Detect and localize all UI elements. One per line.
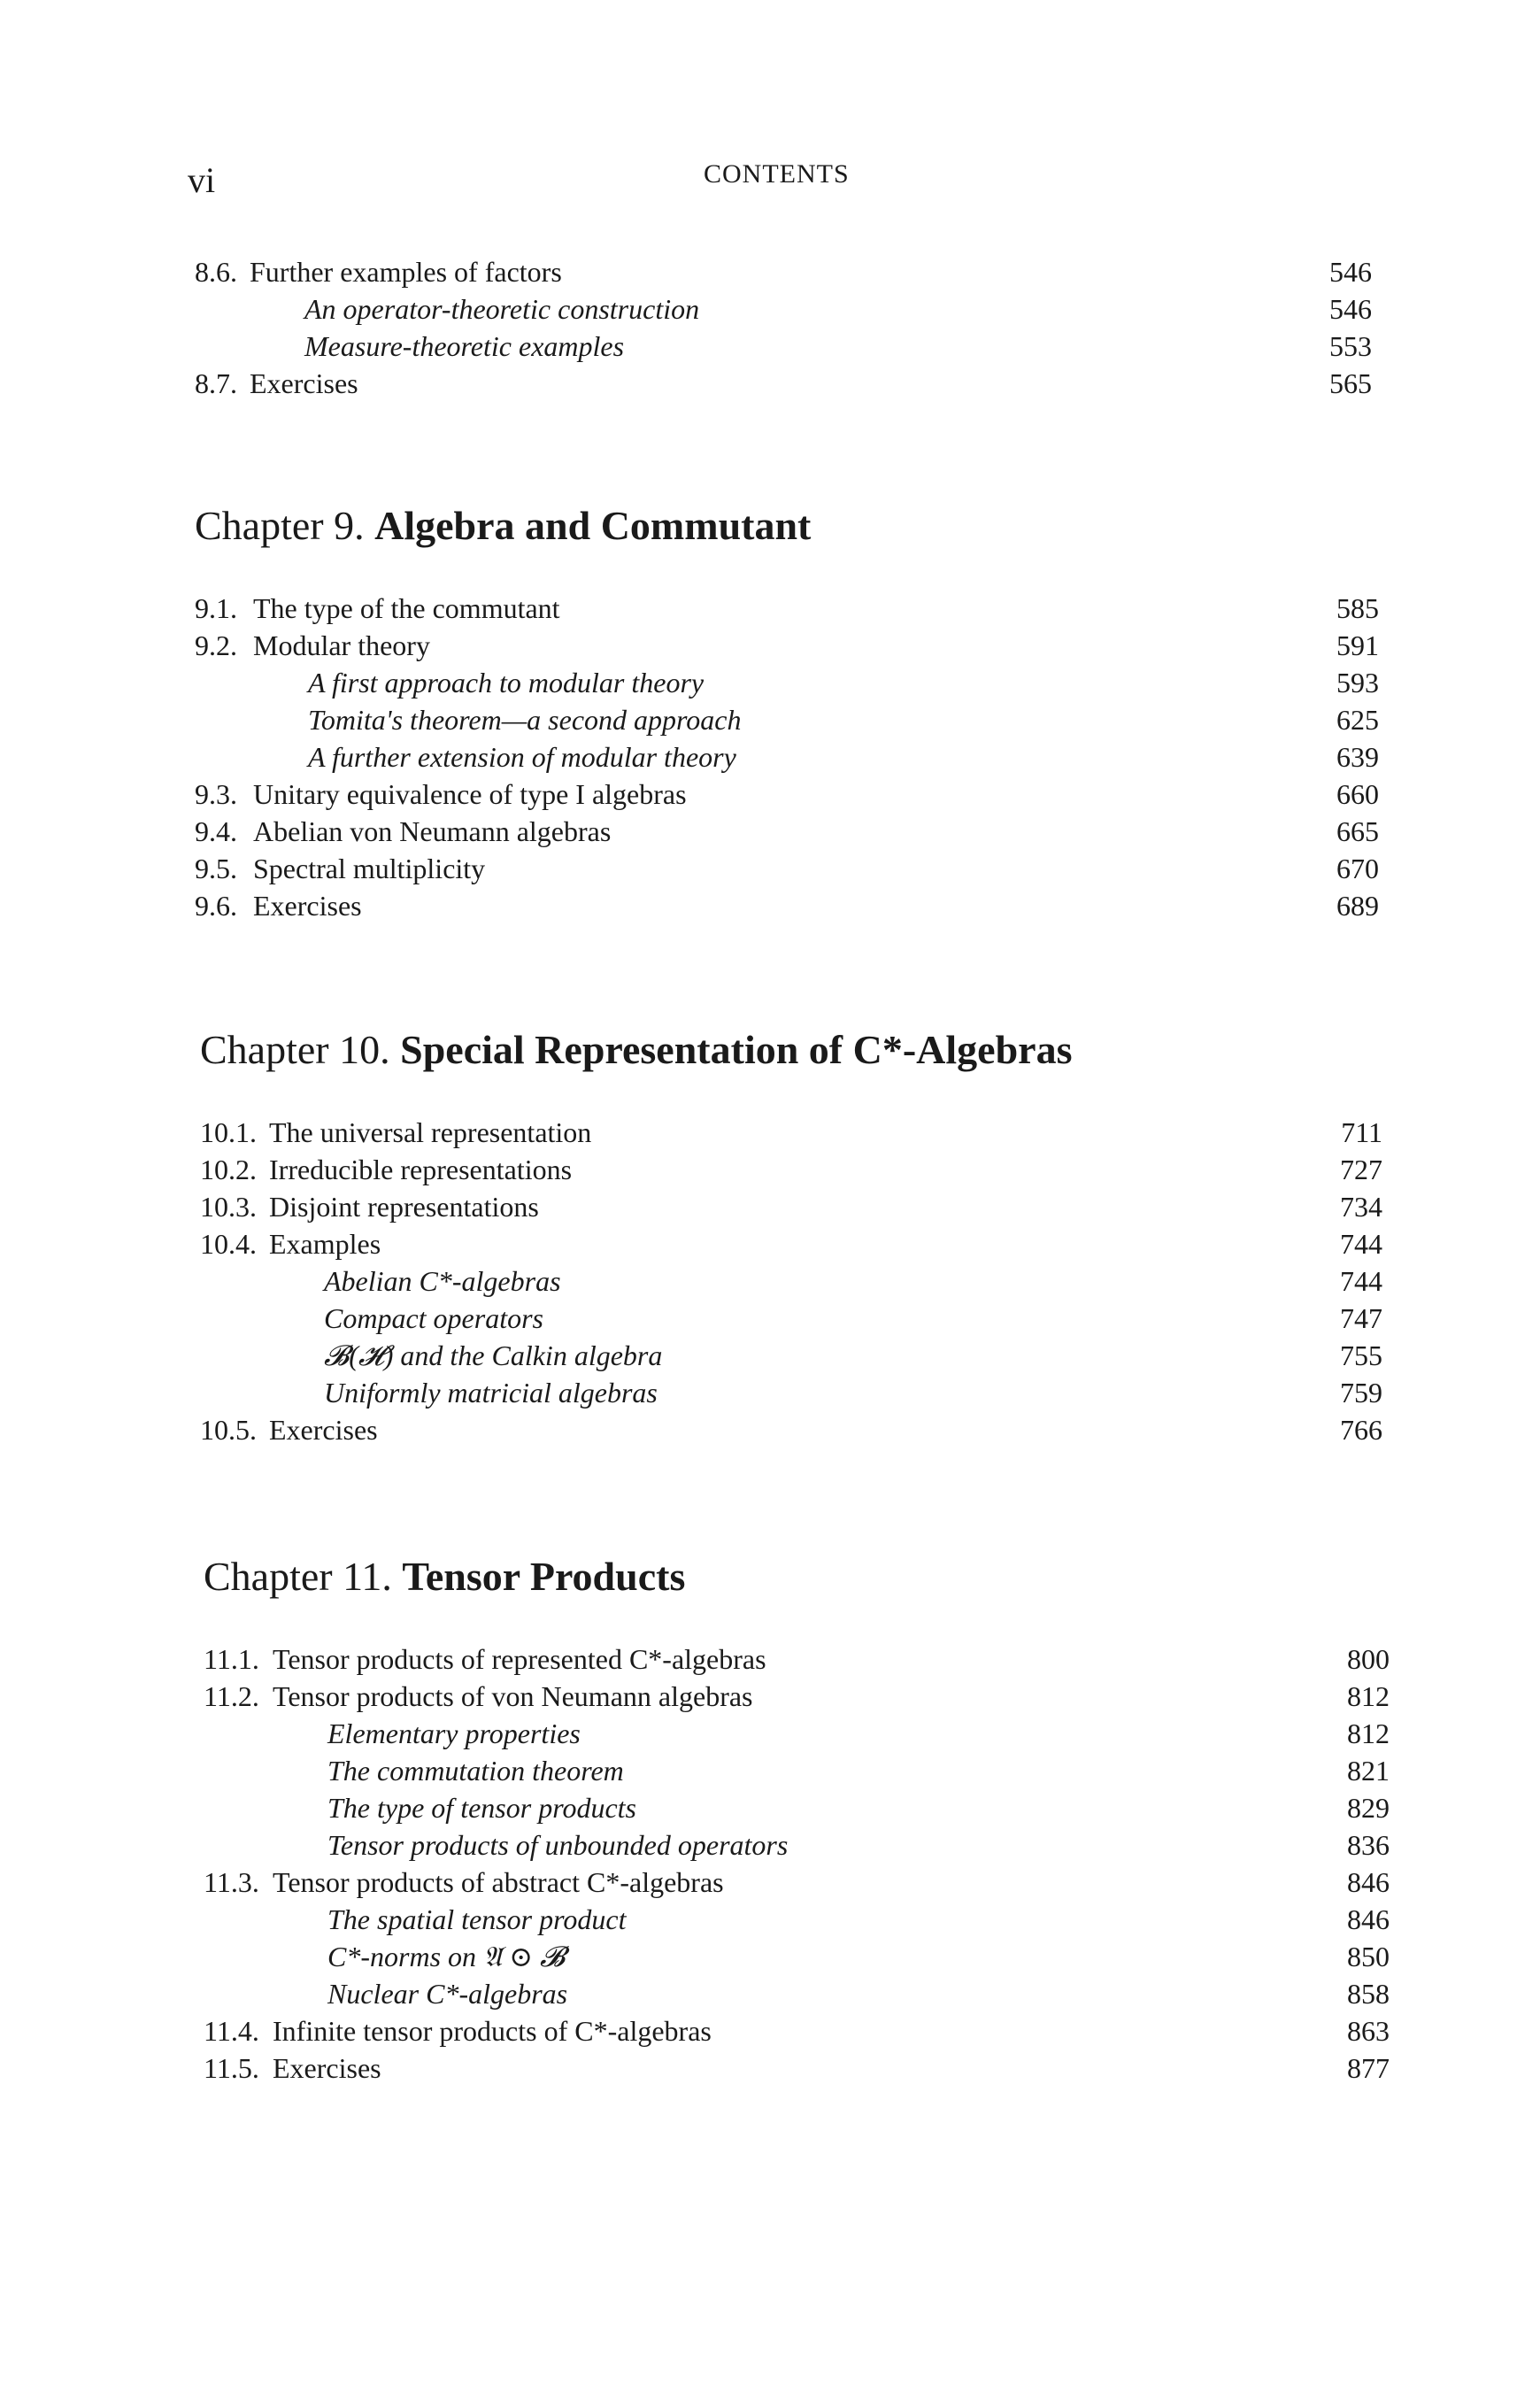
entry-title: Tomita's theorem—a second approach: [308, 704, 742, 736]
page-number: 727: [1340, 1154, 1382, 1185]
entry-title: Exercises: [253, 890, 362, 922]
chapter-heading[interactable]: [200, 1026, 1382, 1073]
entry-title: Irreducible representations: [269, 1154, 573, 1185]
section-number: 11.1.: [204, 1643, 259, 1675]
page-number: 565: [1329, 367, 1372, 399]
page-number: 747: [1340, 1302, 1382, 1334]
chapter-number: Chapter 10.: [200, 1027, 390, 1072]
entry-title: The spatial tensor product: [327, 1903, 627, 1935]
section-number: 10.4.: [200, 1228, 257, 1260]
entry-title: 𝓑(𝓗) and the Calkin algebra: [324, 1339, 663, 1371]
toc-entry[interactable]: [204, 1640, 1390, 1678]
toc-subentry[interactable]: [200, 1374, 1382, 1411]
entry-title: Uniformly matricial algebras: [324, 1377, 658, 1409]
toc-subentry[interactable]: [195, 738, 1379, 776]
toc-entry[interactable]: [200, 1225, 1382, 1262]
chapter-entries: [195, 590, 1379, 924]
entry-title: Infinite tensor products of C*-algebras: [273, 2015, 712, 2047]
page-number: 734: [1340, 1191, 1382, 1223]
entry-title: An operator-theoretic construction: [304, 293, 700, 325]
entry-title: Abelian C*-algebras: [324, 1265, 561, 1297]
entry-title: The universal representation: [269, 1116, 592, 1148]
toc-entry[interactable]: [195, 365, 1372, 402]
section-number: 10.2.: [200, 1154, 257, 1185]
entry-title: The type of the commutant: [253, 592, 560, 624]
entry-title: A further extension of modular theory: [308, 741, 736, 773]
toc-entry[interactable]: [195, 590, 1379, 627]
section-number: 9.3.: [195, 778, 237, 810]
chapter-title: Algebra and Commutant: [374, 503, 812, 548]
page-number: 759: [1340, 1377, 1382, 1409]
entry-title: Tensor products of represented C*-algebras: [273, 1643, 766, 1675]
chapter-entries: [204, 1640, 1390, 2087]
page-number: 639: [1336, 741, 1379, 773]
section-number: 9.1.: [195, 592, 237, 624]
toc-subentry[interactable]: [204, 1752, 1390, 1789]
page-number: 744: [1340, 1265, 1382, 1297]
entry-title: Tensor products of unbounded operators: [327, 1829, 789, 1861]
toc-entry[interactable]: [204, 1678, 1390, 1715]
toc-entry[interactable]: [200, 1114, 1382, 1151]
toc-subentry[interactable]: [204, 1789, 1390, 1826]
page-number: 711: [1341, 1116, 1382, 1148]
entry-title: Measure-theoretic examples: [304, 330, 625, 362]
chapter-entries: [200, 1114, 1382, 1448]
entry-title: The type of tensor products: [327, 1792, 636, 1824]
toc-subentry[interactable]: [200, 1262, 1382, 1300]
toc-entry[interactable]: [195, 850, 1379, 887]
entry-title: Disjoint representations: [269, 1191, 539, 1223]
entry-title: Spectral multiplicity: [253, 853, 486, 884]
continued-section: [195, 253, 1372, 402]
toc-entry[interactable]: [200, 1411, 1382, 1448]
toc-entry[interactable]: [204, 2012, 1390, 2049]
page-number: 689: [1336, 890, 1379, 922]
toc-subentry[interactable]: [195, 328, 1372, 365]
page-header: [0, 159, 1540, 204]
page-number: 591: [1336, 629, 1379, 661]
page-number: 553: [1329, 330, 1372, 362]
toc-subentry[interactable]: [200, 1300, 1382, 1337]
section-number: 10.3.: [200, 1191, 257, 1223]
page-number: 812: [1347, 1680, 1390, 1712]
entry-title: Abelian von Neumann algebras: [253, 815, 612, 847]
toc-subentry[interactable]: [204, 1975, 1390, 2012]
entry-title: Tensor products of von Neumann algebras: [273, 1680, 753, 1712]
page-number: 744: [1340, 1228, 1382, 1260]
entry-title: Exercises: [269, 1414, 378, 1446]
section-number: 9.6.: [195, 890, 237, 922]
toc-subentry[interactable]: [204, 1901, 1390, 1938]
entry-title: Further examples of factors: [250, 256, 562, 288]
chapter-10: [200, 1026, 1382, 1448]
entry-title: Examples: [269, 1228, 381, 1260]
page-number: 593: [1336, 667, 1379, 699]
toc-entry[interactable]: [204, 1864, 1390, 1901]
page-number: 836: [1347, 1829, 1390, 1861]
page-number: 850: [1347, 1941, 1390, 1972]
section-number: 9.5.: [195, 853, 237, 884]
entry-title: Unitary equivalence of type I algebras: [253, 778, 687, 810]
entry-title: Compact operators: [324, 1302, 543, 1334]
entry-title: Nuclear C*-algebras: [327, 1978, 568, 2010]
toc-entry[interactable]: [195, 813, 1379, 850]
chapter-11: [204, 1553, 1390, 2087]
page-number: 858: [1347, 1978, 1390, 2010]
page-number: 812: [1347, 1717, 1390, 1749]
entry-title: C*-norms on 𝔄 ⊙ 𝓑: [327, 1941, 566, 1972]
toc-subentry[interactable]: [195, 664, 1379, 701]
toc-entry[interactable]: [200, 1188, 1382, 1225]
section-number: 9.2.: [195, 629, 237, 661]
page-number: 821: [1347, 1755, 1390, 1787]
toc-subentry[interactable]: [200, 1337, 1382, 1374]
section-number: 11.2.: [204, 1680, 259, 1712]
toc-entry[interactable]: [195, 887, 1379, 924]
chapter-9: [195, 502, 1379, 924]
toc-subentry[interactable]: [204, 1715, 1390, 1752]
page-number: 546: [1329, 256, 1372, 288]
page-number: 585: [1336, 592, 1379, 624]
chapter-number: Chapter 11.: [204, 1554, 392, 1599]
toc-subentry[interactable]: [204, 1938, 1390, 1975]
chapter-title: Tensor Products: [402, 1554, 686, 1599]
toc-entry[interactable]: [195, 627, 1379, 664]
page-number: 863: [1347, 2015, 1390, 2047]
section-number: 9.4.: [195, 815, 237, 847]
page-number: 829: [1347, 1792, 1390, 1824]
page-folio: vi: [188, 160, 216, 200]
page-number: 670: [1336, 853, 1379, 884]
section-number: 11.5.: [204, 2052, 259, 2084]
toc-entry[interactable]: [195, 253, 1372, 290]
page-number: 766: [1340, 1414, 1382, 1446]
running-head: CONTENTS: [704, 159, 850, 189]
entry-title: Tensor products of abstract C*-algebras: [273, 1866, 724, 1898]
section-number: 10.1.: [200, 1116, 257, 1148]
toc-entry[interactable]: [195, 776, 1379, 813]
entry-title: A first approach to modular theory: [308, 667, 705, 699]
page-number: 846: [1347, 1903, 1390, 1935]
section-number: 11.3.: [204, 1866, 259, 1898]
entry-title: The commutation theorem: [327, 1755, 624, 1787]
page-number: 660: [1336, 778, 1379, 810]
page-number: 800: [1347, 1643, 1390, 1675]
entry-title: Elementary properties: [327, 1717, 581, 1749]
toc-entry[interactable]: [200, 1151, 1382, 1188]
toc-subentry[interactable]: [195, 701, 1379, 738]
section-number: 11.4.: [204, 2015, 259, 2047]
page-number: 546: [1329, 293, 1372, 325]
entry-title: Modular theory: [253, 629, 430, 661]
chapter-heading[interactable]: [204, 1553, 1390, 1600]
page-number: 625: [1336, 704, 1379, 736]
entry-title: Exercises: [250, 367, 358, 399]
section-number: 8.7.: [195, 367, 237, 399]
entry-title: Exercises: [273, 2052, 381, 2084]
chapter-title: Special Representation of C*-Algebras: [400, 1027, 1073, 1072]
toc-subentry[interactable]: [195, 290, 1372, 328]
page-number: 665: [1336, 815, 1379, 847]
section-number: 8.6.: [195, 256, 237, 288]
toc-subentry[interactable]: [204, 1826, 1390, 1864]
section-number: 10.5.: [200, 1414, 257, 1446]
toc-entry[interactable]: [204, 2049, 1390, 2087]
page-number: 877: [1347, 2052, 1390, 2084]
chapter-number: Chapter 9.: [195, 503, 365, 548]
page-number: 755: [1340, 1339, 1382, 1371]
page-number: 846: [1347, 1866, 1390, 1898]
chapter-heading[interactable]: [195, 502, 1379, 549]
